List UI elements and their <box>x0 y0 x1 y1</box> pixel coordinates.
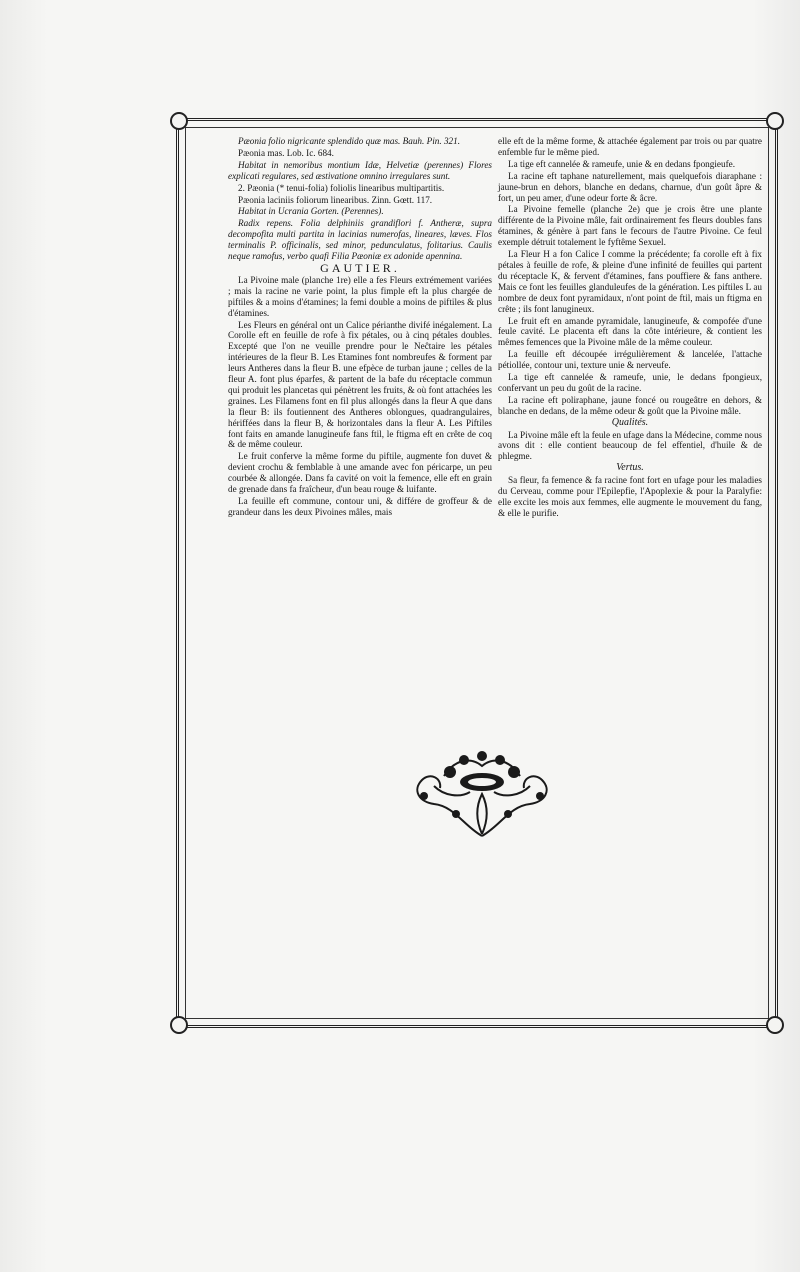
latin-description: Radix repens. Folia delphiniis grandiflori f. Antheræ, supra decompofita multi partita in lacinias numerofas, lineares, læves. Flos terminalis P. officinalis, sed minor, pedunculatus, folitarius. Caulis neque ramofus, verbo quafi Filia Pæoniæ ex adonide apennina. <box>228 218 492 262</box>
latin-citation: Pæonia laciniis foliorum linearibus. Zinn. Gœtt. 117. <box>238 194 433 205</box>
floral-vignette-icon <box>404 746 560 842</box>
corner-ornament-icon <box>766 1016 784 1034</box>
corner-ornament-icon <box>170 112 188 130</box>
paragraph: La racine eft poliraphane, jaune foncé ou rougeâtre en dehors, & blanche en dedans, de la même odeur & goût que la Pivoine mâle. <box>498 394 762 416</box>
paragraph: Le fruit eft en amande pyramidale, lanugineufe, & compofée d'une feule cavité. Le placenta eft dans la côte intérieure, & contient les mêmes femences que la Pivoine mâle de la même couleur. <box>498 315 762 348</box>
paragraph: Sa fleur, fa femence & fa racine font fort en ufage pour les maladies du Cerveau, comme pour l'Epilepfie, l'Apoplexie & pour la Paralyfie: elle excite les mois aux femmes, elle augmente le mouvement du fang, & elle le purifie. <box>498 475 762 518</box>
text-columns <box>228 136 774 656</box>
paragraph: La feuille eft découpée irrégulièrement & lancelée, l'attache pétiollée, contour uni, texture unie & nerveufe. <box>498 349 762 371</box>
paragraph: La tige eft cannelée & rameufe, unie & en dedans fpongieufe. <box>508 158 736 169</box>
subheading-vertus: Vertus. <box>616 462 644 474</box>
paragraph: La Pivoine male (planche 1re) elle a fes Fleurs extrémement variées ; mais la racine ne varie point, la plus fimple eft la plus chargée de piftiles & a moins d'étamines; la femi double a moins de piftiles & plus d'étamines. <box>228 274 492 318</box>
paragraph: La racine eft taphane naturellement, mais quelquefois diaraphane : jaune-brun en dehors, blanche en dedans, charnue, d'un goût âpre & fort, un peu amer, d'une odeur forte & âcre. <box>498 170 762 203</box>
paragraph: La Pivoine femelle (planche 2e) que je crois être une plante différente de la Pivoine mâle, fait ordinairement fes fleurs doubles fans étamines, & génère à part fans le fecours de l'autre Pivoine. Ce feul exemple détruit totalement le fyftême Sexuel. <box>498 204 762 248</box>
paragraph: La Fleur H a fon Calice I comme la précédente; fa corolle eft à fix pétales à feuille de rofe, & pleine d'une infinité de feuilles qui partent du réceptacle K, & fervent d'étamines, fans pouffiere & fans anthere. Mais ce font les feuilles glanduleufes de la génération. Les piftiles L au nombre de deux font pyramidaux, n'ont point de ftil, mais un ftigma en crête ; ils font lanugineux. <box>498 249 762 314</box>
subheading-qualites: Qualités. <box>611 416 649 428</box>
latin-species: 2. Pæonia (* tenui-folia) foliolis linearibus multipartitis. <box>238 182 445 193</box>
paragraph: La Pivoine mâle eft la feule en ufage dans la Médecine, comme nous avons dit : elle contient beaucoup de fel effentiel, d'huile & de phlegme. <box>498 429 762 462</box>
latin-habitat: Habitat in nemoribus montium Idæ, Helvetiæ (perennes) Flores explicati regulares, sed æstivatione omnino irregulares sunt. <box>228 159 492 181</box>
corner-ornament-icon <box>766 112 784 130</box>
latin-citation: Pæonia mas. Lob. Ic. 684. <box>238 147 334 158</box>
paragraph: Le fruit conferve la même forme du piftile, augmente fon duvet & devient crochu & femblable à une amande avec fon péricarpe, un peu courbée & allongée. Dans fa cavité on voit la femence, elle eft en grain de grenade dans fa fraîcheur, d'un beau rouge & luifante. <box>228 451 492 495</box>
paragraph: La feuille eft commune, contour uni, & différe de groffeur & de grandeur dans les deux Pivoines mâles, mais <box>228 496 492 517</box>
latin-citation: Pæonia folio nigricante splendido quæ mas. Bauh. Pin. 321. <box>238 136 461 146</box>
left-column <box>228 136 492 519</box>
latin-habitat: Habitat in Ucrania Gorten. (Perennes). <box>238 206 384 217</box>
paragraph: La tige eft cannelée & rameufe, unie, le dedans fpongieux, confervant un peu du goût de la racine. <box>498 372 762 393</box>
paragraph: Les Fleurs en général ont un Calice périanthe divifé inégalement. La Corolle eft en feuille de rofe à fix pétales, ou à cinq pétales doubles. Excepté que l'on ne veuille prendre pour le Neĉtaire les pétales intérieures de la fleur B. Les Etamines font nombreufes & forment par leurs Antheres dans la fleur B. une efpèce de turban jaune ; celles de la fleur A. font plus éparfes, & partent de la bafe du réceptacle commun qui produit les plancetas qui pénètrent les fruits, & où font attachées les graines. Les Filamens font en fil plus allongés dans la fleur A que dans la fleur B: ils foutiennent des Antheres oblongues, quadrangulaires, hériffées dans la fleur B, & horizontales dans la fleur A. Les Piftiles font faits en amande lanugineufe fans ftil, le ftigma eft en crête de coq & de même couleur. <box>228 319 492 450</box>
right-column <box>498 136 762 520</box>
paragraph: elle eft de la même forme, & attachée également par trois ou par quatre enfemble fur le même pied. <box>498 136 762 157</box>
section-heading: GAUTIER. <box>320 260 400 275</box>
corner-ornament-icon <box>170 1016 188 1034</box>
